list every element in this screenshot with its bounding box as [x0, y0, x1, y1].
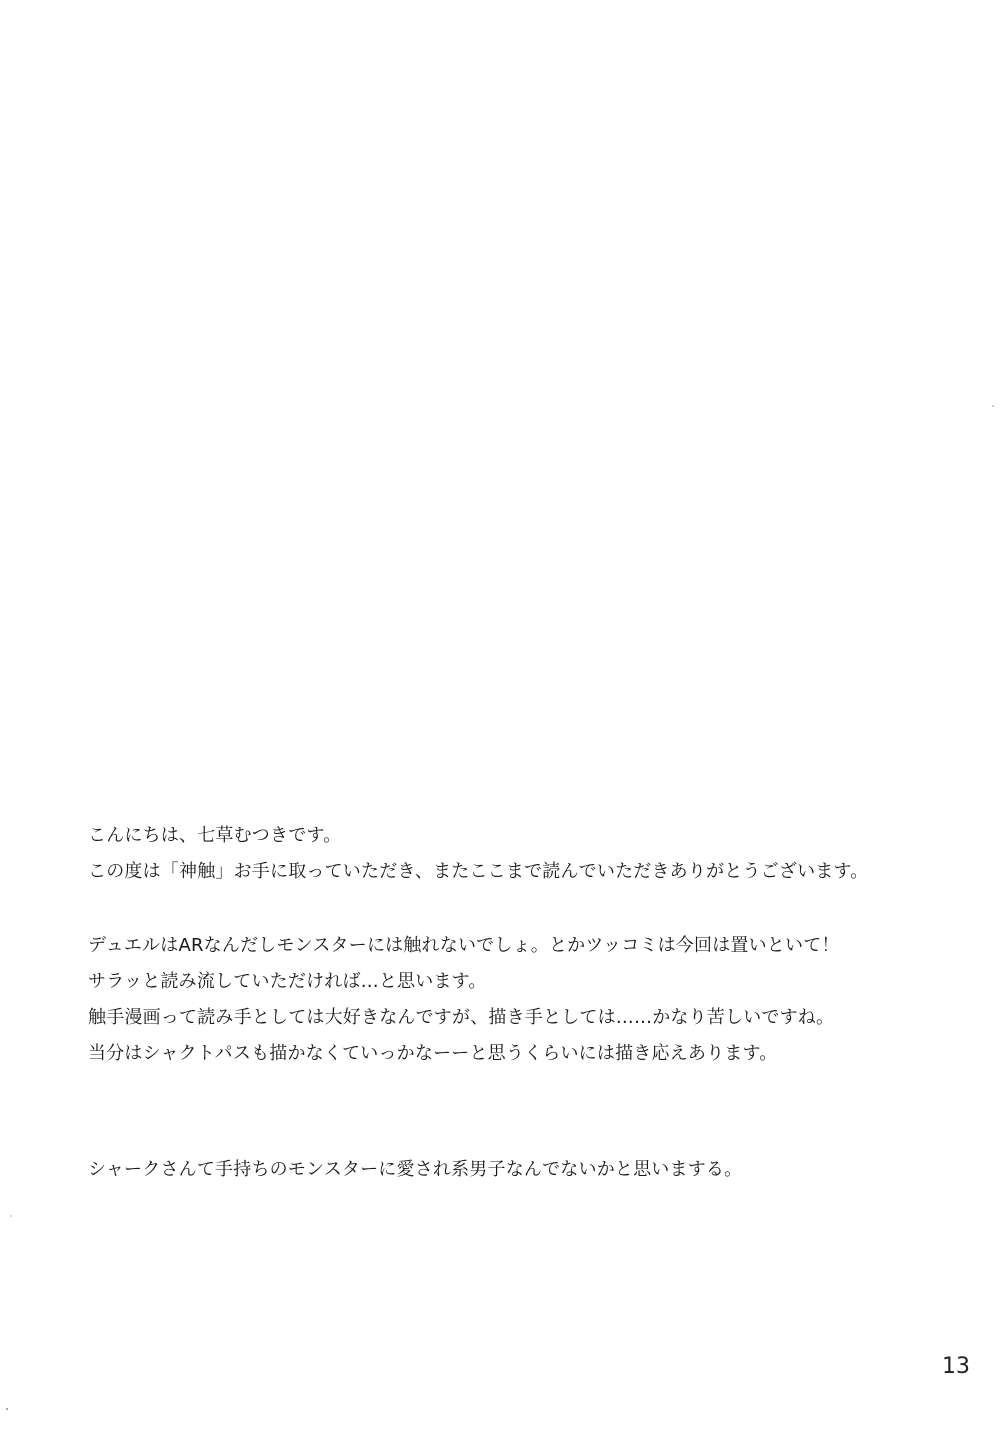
text-line: 当分はシャクトパスも描かなくていっかなーーと思うくらいには描き応えあります。	[88, 1043, 778, 1064]
paragraph-spacer	[88, 1072, 968, 1152]
text-line: こんにちは、七草むつきです。	[88, 825, 342, 846]
text-line: シャークさんて手持ちのモンスターに愛され系男子なんでないかと思いまする。	[88, 1159, 743, 1180]
scan-speck	[6, 1408, 8, 1410]
text-line: サラッと読み流していただければ…と思います。	[88, 971, 487, 992]
text-line: デュエルはARなんだしモンスターには触れないでしょ。とかツッコミは今回は置いといて！	[88, 935, 840, 956]
page-number: 13	[942, 1354, 970, 1379]
text-line: 触手漫画って読み手としては大好きなんですが、描き手としては……かなり苦しいですね。	[88, 1007, 835, 1028]
afterword-text	[88, 818, 968, 1188]
text-line: この度は「神触」お手に取っていただき、またここまで読んでいただきありがとうございます。	[88, 861, 869, 882]
scan-speck	[992, 405, 994, 407]
scan-speck	[10, 1215, 12, 1217]
paragraph-spacer	[88, 890, 968, 928]
